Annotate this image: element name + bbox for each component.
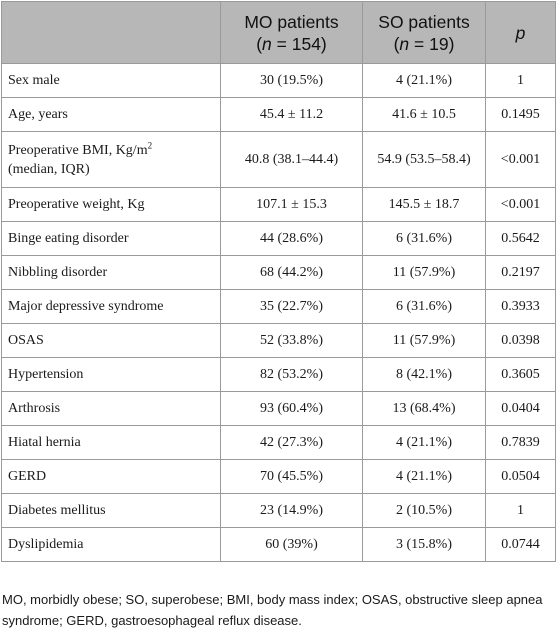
row-p-value: 0.3933	[486, 290, 556, 324]
header-so-n: (n = 19)	[393, 33, 455, 54]
row-label	[2, 132, 221, 188]
row-label: Major depressive syndrome	[2, 290, 221, 324]
row-so-value: 54.9 (53.5–58.4)	[363, 132, 486, 188]
row-so-value: 11 (57.9%)	[363, 324, 486, 358]
row-mo-value: 52 (33.8%)	[221, 324, 363, 358]
header-row	[2, 2, 556, 64]
table-row	[2, 528, 556, 562]
row-p-value: 1	[486, 494, 556, 528]
row-p-value: 0.0398	[486, 324, 556, 358]
row-so-value: 8 (42.1%)	[363, 358, 486, 392]
row-label: GERD	[2, 460, 221, 494]
row-p-value: 0.0404	[486, 392, 556, 426]
row-p-value: 0.0504	[486, 460, 556, 494]
table-row	[2, 132, 556, 188]
table-row	[2, 98, 556, 132]
row-mo-value: 42 (27.3%)	[221, 426, 363, 460]
row-mo-value: 68 (44.2%)	[221, 256, 363, 290]
header-so-patients	[363, 2, 486, 64]
bmi-label-superscript: 2	[147, 139, 153, 150]
row-mo-value: 82 (53.2%)	[221, 358, 363, 392]
row-label: Dyslipidemia	[2, 528, 221, 562]
row-mo-value: 60 (39%)	[221, 528, 363, 562]
row-label: Binge eating disorder	[2, 222, 221, 256]
row-p-value: 0.2197	[486, 256, 556, 290]
row-label-line1	[8, 141, 214, 160]
table-row	[2, 460, 556, 494]
row-label: OSAS	[2, 324, 221, 358]
bmi-label-text: Preoperative BMI, Kg/m	[8, 142, 148, 158]
row-mo-value: 44 (28.6%)	[221, 222, 363, 256]
row-so-value: 4 (21.1%)	[363, 64, 486, 98]
data-table	[1, 1, 556, 562]
row-p-value: 1	[486, 64, 556, 98]
row-mo-value: 35 (22.7%)	[221, 290, 363, 324]
row-so-value: 145.5 ± 18.7	[363, 188, 486, 222]
table-row	[2, 494, 556, 528]
table-footnote: MO, morbidly obese; SO, superobese; BMI, body mass index; OSAS, obstructive sleep apnea syndrome; GERD, gastroesophageal reflux disease.	[2, 592, 543, 628]
row-label: Hiatal hernia	[2, 426, 221, 460]
row-label: Arthrosis	[2, 392, 221, 426]
header-p-value: p	[486, 2, 556, 64]
row-p-value: 0.3605	[486, 358, 556, 392]
row-p-value: 0.7839	[486, 426, 556, 460]
row-mo-value: 107.1 ± 15.3	[221, 188, 363, 222]
row-p-value: 0.1495	[486, 98, 556, 132]
row-label: Diabetes mellitus	[2, 494, 221, 528]
row-so-value: 13 (68.4%)	[363, 392, 486, 426]
table-row	[2, 392, 556, 426]
row-mo-value: 40.8 (38.1–44.4)	[221, 132, 363, 188]
row-mo-value: 30 (19.5%)	[221, 64, 363, 98]
header-so-label: SO patients	[378, 11, 470, 32]
table-row	[2, 256, 556, 290]
row-so-value: 6 (31.6%)	[363, 290, 486, 324]
row-label: Nibbling disorder	[2, 256, 221, 290]
row-so-value: 6 (31.6%)	[363, 222, 486, 256]
table-row	[2, 222, 556, 256]
row-mo-value: 93 (60.4%)	[221, 392, 363, 426]
header-empty	[2, 2, 221, 64]
row-label: Age, years	[2, 98, 221, 132]
table-row	[2, 290, 556, 324]
row-so-value: 3 (15.8%)	[363, 528, 486, 562]
row-so-value: 41.6 ± 10.5	[363, 98, 486, 132]
row-label: Sex male	[2, 64, 221, 98]
row-so-value: 2 (10.5%)	[363, 494, 486, 528]
table-row	[2, 324, 556, 358]
row-p-value: 0.5642	[486, 222, 556, 256]
row-mo-value: 70 (45.5%)	[221, 460, 363, 494]
row-p-value: 0.0744	[486, 528, 556, 562]
header-mo-label: MO patients	[244, 11, 339, 32]
row-mo-value: 45.4 ± 11.2	[221, 98, 363, 132]
row-mo-value: 23 (14.9%)	[221, 494, 363, 528]
row-so-value: 4 (21.1%)	[363, 426, 486, 460]
table-row	[2, 426, 556, 460]
table-row	[2, 188, 556, 222]
header-mo-n: (n = 154)	[256, 33, 327, 54]
row-label: Preoperative weight, Kg	[2, 188, 221, 222]
table-row	[2, 64, 556, 98]
table-row	[2, 358, 556, 392]
row-label: Hypertension	[2, 358, 221, 392]
header-mo-patients	[221, 2, 363, 64]
row-so-value: 4 (21.1%)	[363, 460, 486, 494]
row-p-value: <0.001	[486, 188, 556, 222]
row-p-value: <0.001	[486, 132, 556, 188]
row-so-value: 11 (57.9%)	[363, 256, 486, 290]
row-label-line2: (median, IQR)	[8, 161, 90, 177]
